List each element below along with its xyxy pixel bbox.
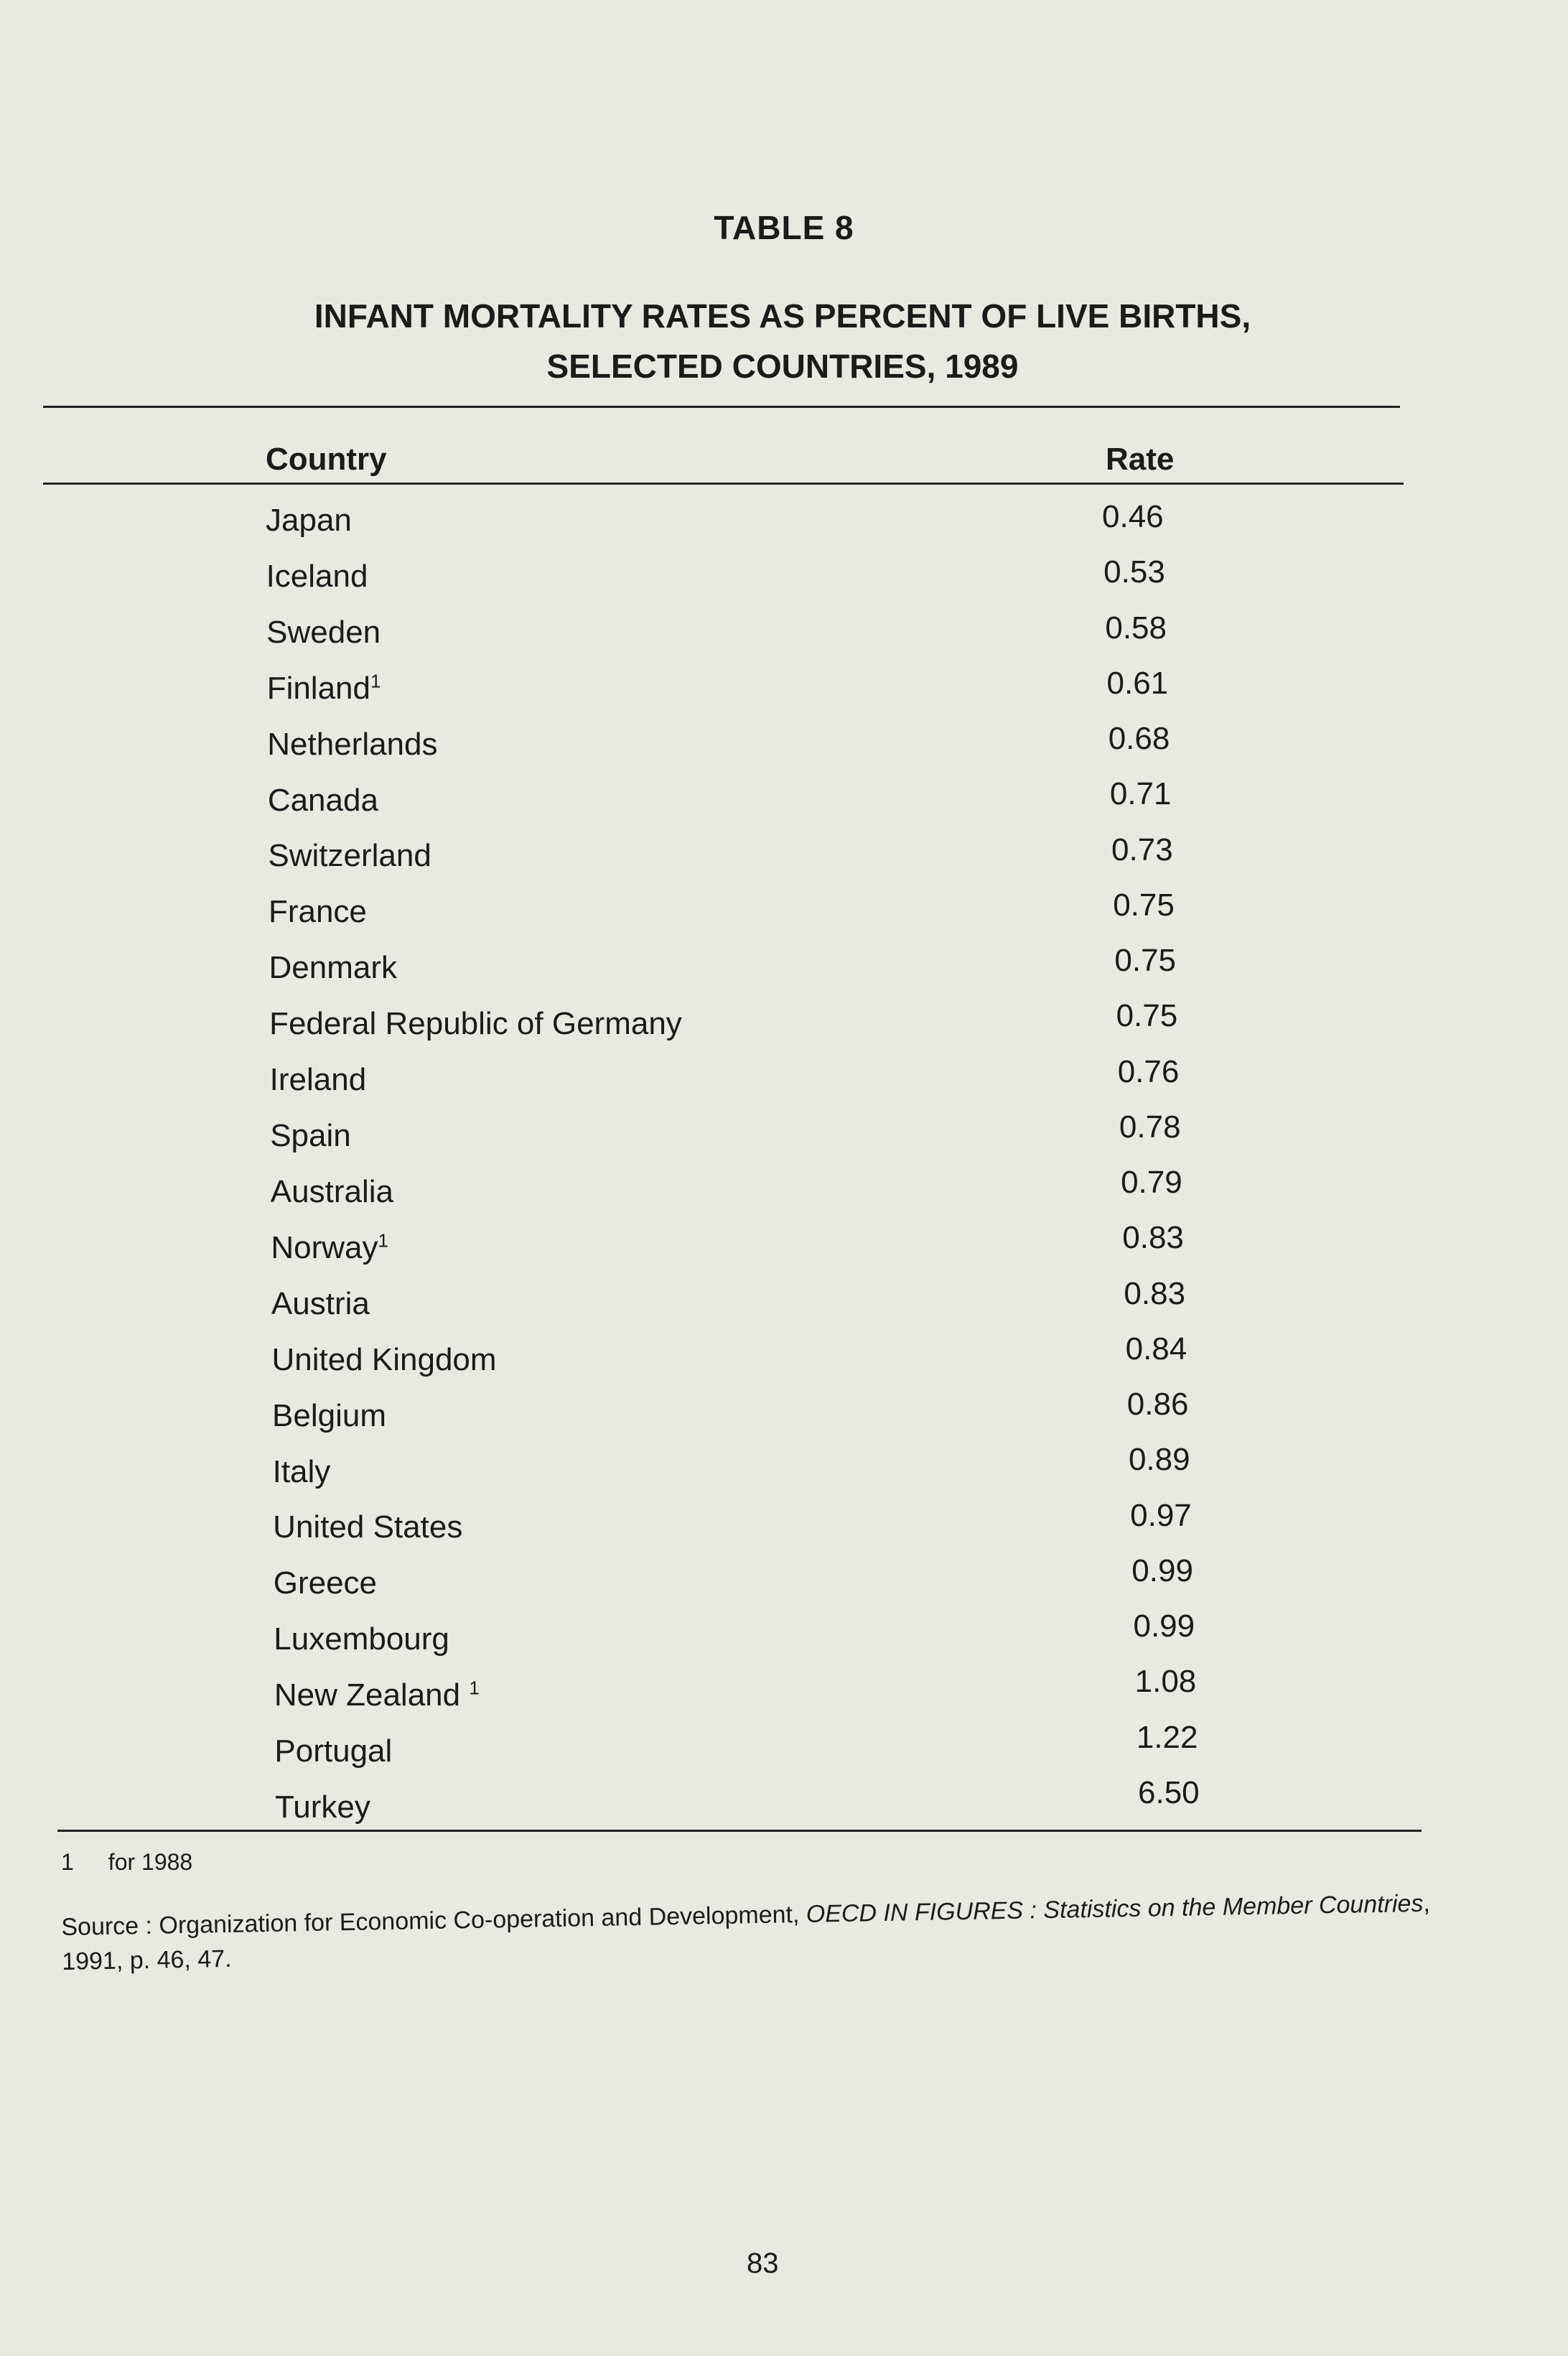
table-row-country [270,1062,367,1098]
table-row-country [271,1342,496,1378]
column-header-country: Country [266,442,387,477]
table-row-rate: 6.50 [1138,1775,1200,1810]
country-name: Canada [267,782,378,818]
source-note [61,1886,1469,1979]
table-row-country [267,727,437,763]
country-name: Portugal [274,1733,393,1769]
table-title-line-2: SELECTED COUNTRIES, 1989 [546,348,1019,385]
country-name: Sweden [266,614,381,650]
country-name: Luxembourg [274,1621,449,1657]
footnote-reference: 1 [469,1677,480,1699]
table-row-country [274,1565,377,1601]
table-bottom-rule [57,1830,1422,1832]
table-row-country [273,1454,331,1490]
table-row-rate: 0.99 [1131,1552,1193,1588]
country-name: Ireland [269,1062,367,1098]
table-row-country [274,1677,480,1713]
source-text-after: , 1991, p. 46, 47. [61,1889,1431,1975]
table-row-country [274,1733,392,1769]
country-name: Japan [266,503,352,538]
footnote [61,1849,192,1876]
table-row-rate: 0.75 [1114,943,1177,979]
table-number: TABLE 8 [714,209,854,246]
table-row-rate: 0.75 [1113,887,1175,923]
table-row-country [271,1230,388,1266]
table-row-country [269,894,367,930]
table-row-rate: 0.89 [1128,1442,1190,1478]
table-row-country [271,1174,393,1210]
table-row-country [270,1118,351,1154]
source-publication-title: OECD IN FIGURES : Statistics on the Member Countries [806,1889,1424,1928]
country-name: Turkey [275,1789,370,1825]
footnote-text: for 1988 [108,1849,193,1875]
table-row-rate: 0.84 [1125,1331,1187,1366]
table-row-rate: 0.71 [1109,776,1172,812]
footnote-reference: 1 [370,670,381,692]
table-row-country [266,559,368,595]
table-row-rate: 0.58 [1105,610,1167,646]
table-title-line-1: INFANT MORTALITY RATES AS PERCENT OF LIVE BIRTHS, [314,297,1251,335]
country-name: Federal Republic of Germany [269,1006,682,1042]
table-row-rate: 0.78 [1119,1109,1181,1145]
table-row-country [274,1621,449,1657]
footnote-reference: 1 [378,1229,388,1252]
table-row-rate: 0.76 [1117,1053,1180,1089]
country-name: Australia [270,1173,393,1209]
country-name: Austria [271,1285,370,1321]
country-name: Italy [272,1453,331,1489]
table-row-rate: 0.61 [1106,665,1169,701]
table-row-rate: 0.86 [1126,1387,1189,1423]
table-row-country [271,1286,370,1322]
source-label: Source : [61,1912,153,1941]
column-header-rate: Rate [1106,442,1175,477]
table-row-country [275,1789,370,1825]
table-row-rate: 0.83 [1124,1275,1186,1311]
table-row-rate: 0.83 [1122,1220,1184,1256]
table-row-rate: 0.75 [1116,998,1178,1034]
table-row-rate: 0.68 [1108,721,1170,757]
table-row-country [266,615,381,651]
table-row-rate: 1.08 [1134,1664,1197,1700]
country-name: France [268,894,367,930]
country-name: Norway [271,1229,378,1265]
table-row-country [268,783,378,819]
table-row-country [269,950,398,986]
country-name: Belgium [272,1397,386,1433]
country-name: New Zealand [274,1677,470,1713]
table-row-rate: 0.53 [1103,554,1165,590]
country-name: Iceland [266,558,368,594]
table-row-rate: 0.46 [1102,499,1164,534]
country-name: Finland [266,670,370,706]
table-row-country [267,671,381,707]
table-title [129,291,1436,391]
table-row-country [273,1509,462,1545]
table-row-rate: 0.99 [1133,1608,1195,1644]
table-row-country [268,838,431,874]
page-number: 83 [747,2248,779,2279]
country-name: Spain [270,1118,351,1154]
country-name: Netherlands [267,726,438,762]
table-row-country [266,503,352,539]
country-name: Denmark [269,950,398,986]
table-row-rate: 0.73 [1111,832,1173,867]
country-name: Switzerland [268,838,431,874]
table-header-rule [43,483,1404,485]
table-row-rate: 1.22 [1136,1719,1198,1755]
country-name: United States [273,1509,463,1545]
table-row-country [269,1006,682,1042]
footnote-mark: 1 [61,1849,74,1875]
table-row-rate: 0.97 [1130,1497,1192,1533]
table-row-rate: 0.79 [1121,1165,1182,1201]
table-row-country [272,1398,386,1434]
table-top-rule [43,406,1400,408]
country-name: Greece [273,1565,378,1601]
source-text-before: Organization for Economic Co-operation and Development, [151,1900,807,1940]
country-name: United Kingdom [271,1341,497,1377]
